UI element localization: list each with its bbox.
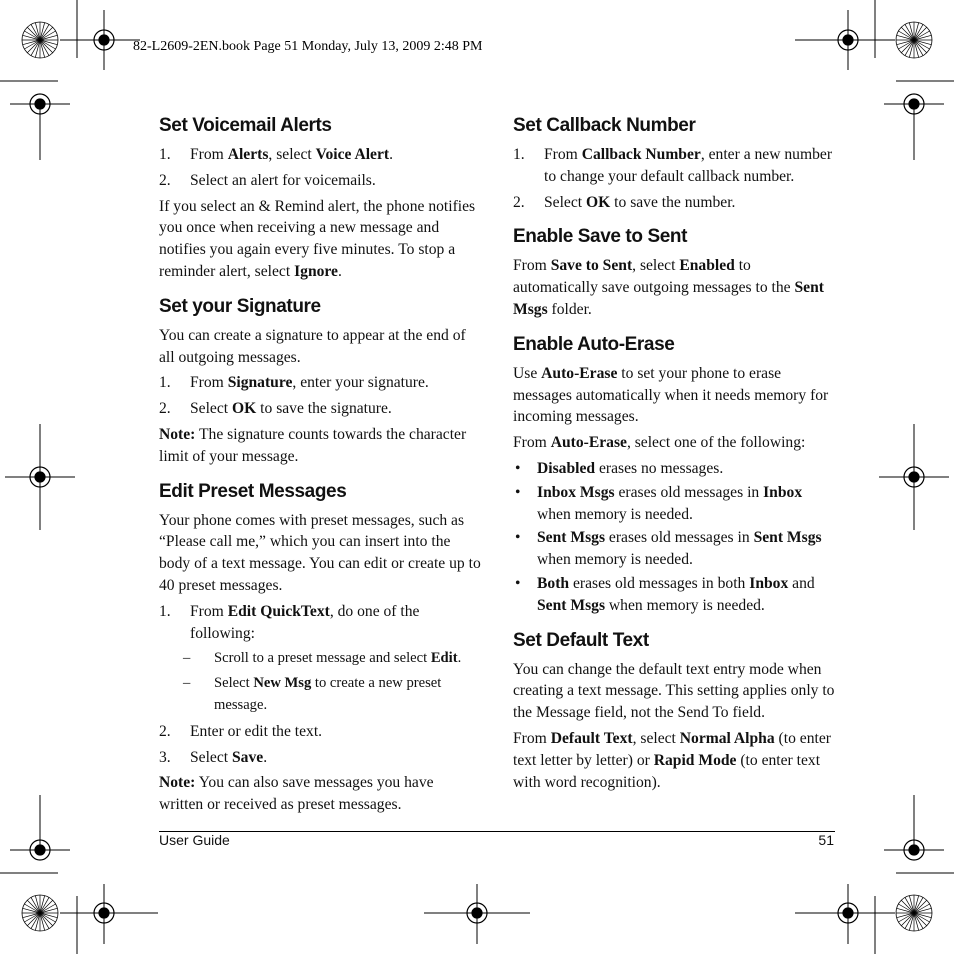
paragraph: Your phone comes with preset messages, such as “Please call me,” which you can insert into the body of a text message. You can edit or create up to 40 preset messages. <box>159 511 481 594</box>
steps-list <box>159 601 481 645</box>
steps-list <box>159 372 481 420</box>
dash-marker: – <box>183 675 191 692</box>
menu-term: Signature <box>227 374 293 392</box>
left-column <box>159 114 481 828</box>
step-text: Enter or edit the text. <box>190 722 323 740</box>
para-text: , select one of the following: <box>626 434 806 452</box>
step-text: , select <box>268 146 316 163</box>
section-set-your-signature <box>159 295 481 468</box>
dash-marker: – <box>183 650 191 667</box>
para-text: to automatically save outgoing messages to the <box>513 257 795 297</box>
menu-term: Auto-Erase <box>550 434 627 452</box>
option-text: when memory is needed. <box>605 596 765 614</box>
para-text: From <box>513 729 551 747</box>
option-text: erases old messages in <box>605 529 754 547</box>
paragraph: You can create a signature to appear at the end of all outgoing messages. <box>159 326 466 366</box>
menu-term: Edit QuickText <box>227 602 330 620</box>
menu-term: Sent Msgs <box>537 529 606 547</box>
step-number: 2. <box>159 400 171 418</box>
paragraph <box>513 255 835 320</box>
option-item <box>513 458 835 480</box>
step-text: to save the signature. <box>256 400 392 418</box>
option-item <box>513 482 835 526</box>
menu-term: Inbox <box>749 574 789 592</box>
step-item <box>159 170 481 192</box>
menu-term: Save <box>232 748 264 766</box>
step-item <box>159 721 481 743</box>
menu-term: OK <box>586 193 611 211</box>
note-text: The signature counts towards the character limit of your message. <box>159 425 467 465</box>
para-text: If you select an & Remind alert, the phone notifies you once when receiving a new message and notifies you again every five minutes. To stop a reminder alert, select <box>159 197 476 280</box>
menu-term: Rapid Mode <box>653 751 737 769</box>
step-number: 3. <box>159 748 171 766</box>
heading-edit-preset-messages: Edit Preset Messages <box>159 480 347 502</box>
heading-set-your-signature: Set your Signature <box>159 295 321 317</box>
paragraph <box>159 196 481 283</box>
option-text: erases no messages. <box>595 459 724 477</box>
step-number: 1. <box>159 374 171 392</box>
menu-term: Normal Alpha <box>679 729 775 747</box>
menu-term: Sent Msgs <box>753 529 822 547</box>
step-number: 2. <box>159 722 171 740</box>
step-text: Select <box>214 675 254 692</box>
note-label: Note: <box>159 425 196 443</box>
page-number: 51 <box>818 832 834 848</box>
para-text: Use <box>513 364 542 382</box>
step-item <box>513 144 835 188</box>
para-text: (to enter text with word recognition). <box>513 751 821 791</box>
heading-set-default-text: Set Default Text <box>513 629 649 651</box>
bullet-marker: • <box>515 483 521 501</box>
step-item <box>159 372 481 394</box>
step-number: 2. <box>159 171 171 189</box>
menu-term: Inbox <box>763 483 803 501</box>
note <box>159 424 481 468</box>
step-text: , do one of the following: <box>190 602 420 642</box>
menu-term: New Msg <box>253 675 312 692</box>
step-text: , enter a new number to change your default callback number. <box>544 146 833 185</box>
heading-enable-auto-erase: Enable Auto-Erase <box>513 333 675 355</box>
option-text: when memory is needed. <box>537 505 693 523</box>
print-slug: 82-L2609-2EN.book Page 51 Monday, July 13, 2009 2:48 PM <box>133 39 483 54</box>
step-text: From <box>190 146 228 163</box>
menu-term: Ignore <box>294 262 338 280</box>
section-set-default-text <box>513 629 835 794</box>
menu-term: Both <box>537 574 570 592</box>
heading-set-voicemail-alerts: Set Voicemail Alerts <box>159 115 332 136</box>
paragraph: You can change the default text entry mode when creating a text message. This setting applies only to the Message field, not the Send To field. <box>513 660 835 722</box>
menu-term: Voice Alert <box>315 146 390 163</box>
step-number: 1. <box>513 146 525 163</box>
menu-term: Sent Msgs <box>537 596 606 614</box>
option-item <box>513 573 835 617</box>
step-item <box>159 747 481 769</box>
options-list <box>513 458 835 617</box>
para-text: to set your phone to erase messages automatically when it needs memory for incoming messages. <box>513 364 829 426</box>
step-text: Select <box>544 193 586 211</box>
option-item <box>513 527 835 571</box>
step-item <box>159 601 481 645</box>
step-text: From <box>544 146 582 163</box>
option-text: when memory is needed. <box>537 551 693 569</box>
step-text: Scroll to a preset message and select <box>214 650 431 667</box>
menu-term: Enabled <box>679 257 735 275</box>
step-item <box>513 192 835 214</box>
step-item <box>159 144 481 166</box>
step-text: to save the number. <box>610 193 736 211</box>
heading-enable-save-to-sent: Enable Save to Sent <box>513 226 688 248</box>
para-text: From <box>513 257 551 275</box>
menu-term: Callback Number <box>581 146 701 163</box>
steps-list <box>513 144 835 213</box>
step-text: Select an alert for voicemails. <box>190 171 376 189</box>
sub-step-item <box>183 673 481 717</box>
heading-set-callback-number: Set Callback Number <box>513 115 696 136</box>
section-enable-auto-erase <box>513 333 835 617</box>
bullet-marker: • <box>515 574 521 592</box>
step-item <box>159 398 481 420</box>
para-text: , select <box>632 729 680 747</box>
sub-steps-list <box>183 648 481 716</box>
menu-term: Save to Sent <box>550 257 633 275</box>
menu-term: Alerts <box>227 146 269 163</box>
paragraph <box>513 728 835 793</box>
menu-term: Edit <box>430 650 458 667</box>
para-text: , select <box>632 257 680 275</box>
bullet-marker: • <box>515 529 521 547</box>
step-number: 1. <box>159 602 171 620</box>
para-text: (to enter text letter by letter) or <box>513 729 831 769</box>
note <box>159 772 481 816</box>
menu-term: Auto-Erase <box>541 364 618 382</box>
step-number: 1. <box>159 146 171 163</box>
section-set-callback-number <box>513 114 835 213</box>
right-column <box>513 114 835 805</box>
step-text: . <box>389 146 393 163</box>
paragraph <box>513 363 835 428</box>
step-text: . <box>457 650 462 667</box>
step-text: From <box>190 602 228 620</box>
note-label: Note: <box>159 774 196 792</box>
option-text: erases old messages in both <box>569 574 750 592</box>
section-enable-save-to-sent <box>513 225 835 320</box>
menu-term: Inbox Msgs <box>537 483 615 501</box>
footer-rule <box>159 831 835 832</box>
footer-title: User Guide <box>159 832 230 848</box>
steps-list <box>159 144 481 192</box>
step-text: From <box>190 374 228 392</box>
paragraph <box>513 432 835 454</box>
section-edit-preset-messages <box>159 480 481 816</box>
para-text: . <box>337 262 342 280</box>
step-text: , enter your signature. <box>292 374 429 392</box>
menu-term: Default Text <box>550 729 633 747</box>
option-text: erases old messages in <box>614 483 764 501</box>
steps-list <box>159 721 481 769</box>
para-text: folder. <box>547 300 592 318</box>
bullet-marker: • <box>515 459 521 477</box>
menu-term: OK <box>232 400 257 418</box>
section-set-voicemail-alerts <box>159 114 481 283</box>
step-text: to create a new preset message. <box>214 675 442 713</box>
option-text: and <box>788 574 815 592</box>
step-text: Select <box>190 748 232 766</box>
para-text: From <box>513 434 551 452</box>
note-text: You can also save messages you have written or received as preset messages. <box>159 774 434 814</box>
menu-term: Disabled <box>537 459 596 477</box>
sub-step-item <box>183 648 481 670</box>
step-text: Select <box>190 400 232 418</box>
step-text: . <box>263 748 268 766</box>
menu-term: Sent Msgs <box>513 279 824 318</box>
step-number: 2. <box>513 193 525 211</box>
